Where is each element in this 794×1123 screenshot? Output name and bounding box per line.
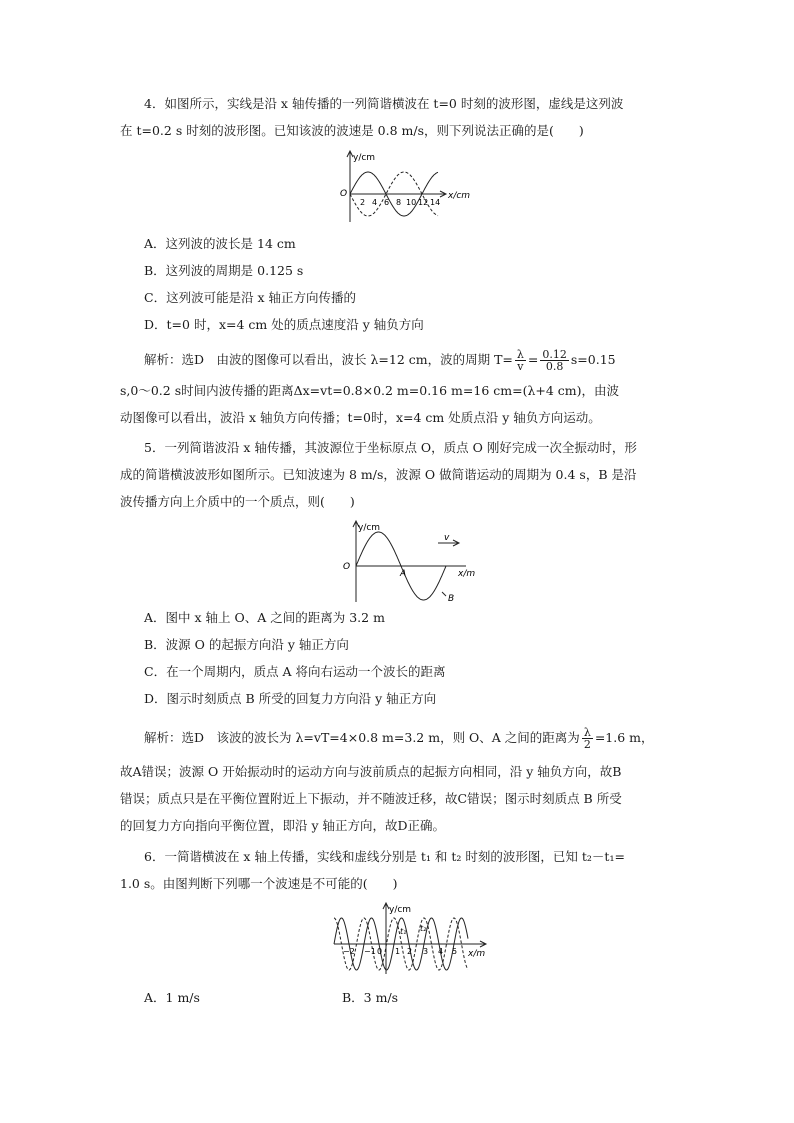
q4-option-d: D．t=0 时，x=4 cm 处的质点速度沿 y 轴负方向 [144,317,424,332]
q4-wave-figure [330,148,490,224]
q6-x-axis-label: x/m [468,949,486,959]
q6-tick-0: 0 [377,947,383,956]
q5-stem-line2: 成的简谐横波波形如图所示。已知波速为 8 m/s，波源 O 做简谐运动的周期为 0.4 s，B 是沿 [120,467,637,482]
q5-analysis-line4: 的回复力方向指向平衡位置，即沿 y 轴正方向，故D正确。 [120,818,446,833]
q4-frac1-num: λ [516,348,524,361]
q5-analysis-text-b: =1.6 m， [594,730,654,745]
q6-tick-m2: −2 [343,947,355,956]
q6-stem-line2: 1.0 s。由图判断下列哪一个波速是不可能的( ) [120,876,398,891]
q4-frac2-den: 0.8 [545,360,564,373]
q4-tick-6: 6 [384,198,390,207]
q5-stem-line3: 波传播方向上介质中的一个质点，则( ) [120,494,355,509]
q6-stem-line1: 6．一简谐横波在 x 轴上传播，实线和虚线分别是 t₁ 和 t₂ 时刻的波形图，已知 t₂－t₁= [144,849,625,864]
q6-t2-label: t₂ [420,924,427,933]
q5-analysis-line3: 错误；质点只是在平衡位置附近上下振动，并不随波迁移，故C错误；图示时刻质点 B 所受 [120,791,622,806]
q5-analysis-fraction [582,727,593,750]
q4-option-c: C．这列波可能是沿 x 轴正方向传播的 [144,290,357,305]
q4-x-axis-label: x/cm [448,191,471,201]
q5-frac-num: λ [582,727,593,739]
q6-tick-m1: −1 [364,947,376,956]
q4-tick-14: 14 [430,198,441,207]
q6-t1-label: t₁ [400,927,407,936]
q5-point-b: B [448,594,455,604]
q4-analysis-fraction-1 [515,349,526,372]
q4-tick-12: 12 [418,198,429,207]
q4-stem-line1: 4．如图所示，实线是沿 x 轴传播的一列简谐横波在 t=0 时刻的波形图，虚线是这列波 [144,96,624,111]
q4-y-axis-label: y/cm [353,153,376,163]
q4-frac2-num: 0.12 [542,348,567,361]
q6-y-axis-label: y/cm [389,905,412,915]
q5-origin-label: O [343,562,351,572]
q4-option-b: B．这列波的周期是 0.125 s [144,263,304,278]
q4-analysis-eq: = [527,352,539,367]
q6-tick-1: 1 [395,947,401,956]
q6-option-a: A．1 m/s [144,990,200,1005]
q5-x-axis-label: x/m [458,569,476,579]
q4-analysis-line1 [144,349,704,372]
q5-analysis-text-a: 解析：选D 该波的波长为 λ=vT=4×0.8 m=3.2 m，则 O、A 之间的距离为 [144,730,580,745]
q5-y-axis-label: y/cm [358,523,381,533]
q6-tick-4: 4 [438,947,444,956]
q4-analysis-text-a: 解析：选D 由波的图像可以看出，波长 λ=12 cm，波的周期 T= [144,352,513,367]
q6-option-b: B．3 m/s [342,990,399,1005]
q4-tick-10: 10 [406,198,417,207]
q5-velocity-label: v [444,533,450,543]
q6-wave-figure [330,900,496,976]
q6-tick-5: 5 [452,947,458,956]
q4-stem-line2: 在 t=0.2 s 时刻的波形图。已知该波的波速是 0.8 m/s，则下列说法正确的是( ) [120,123,584,138]
q4-analysis-line2: s,0～0.2 s时间内波传播的距离Δx=vt=0.8×0.2 m=0.16 m=16 cm=(λ+4 cm)，由波 [120,383,620,398]
q4-analysis-text-b: s=0.15 [570,352,616,367]
q4-frac1-den: v [517,360,524,373]
q5-analysis-line2: 故A错误；波源 O 开始振动时的运动方向与波前质点的起振方向相同，沿 y 轴负方向，故B [120,764,622,779]
q6-tick-2: 2 [407,947,413,956]
q5-option-b: B．波源 O 的起振方向沿 y 轴正方向 [144,637,349,652]
q4-tick-8: 8 [396,198,402,207]
q6-tick-3: 3 [423,947,429,956]
q4-tick-2: 2 [360,198,366,207]
q4-analysis-line3: 动图像可以看出，波沿 x 轴负方向传播；t=0时，x=4 cm 处质点沿 y 轴负方向运动。 [120,410,601,425]
q4-tick-4: 4 [372,198,378,207]
q5-stem-line1: 5．一列简谐波沿 x 轴传播，其波源位于坐标原点 O，质点 O 刚好完成一次全振动时，形 [144,440,637,455]
q5-option-d: D．图示时刻质点 B 所受的回复力方向沿 y 轴正方向 [144,691,437,706]
q4-origin-label: O [340,189,348,199]
q5-frac-den: 2 [583,738,591,751]
q5-analysis-line1 [144,727,704,750]
q5-option-a: A．图中 x 轴上 O、A 之间的距离为 3.2 m [144,610,385,625]
q5-option-c: C．在一个周期内，质点 A 将向右运动一个波长的距离 [144,664,446,679]
q5-wave-figure [338,518,488,604]
q4-analysis-fraction-2 [540,349,569,372]
q5-point-a: A [400,569,407,579]
q4-option-a: A．这列波的波长是 14 cm [144,236,296,251]
